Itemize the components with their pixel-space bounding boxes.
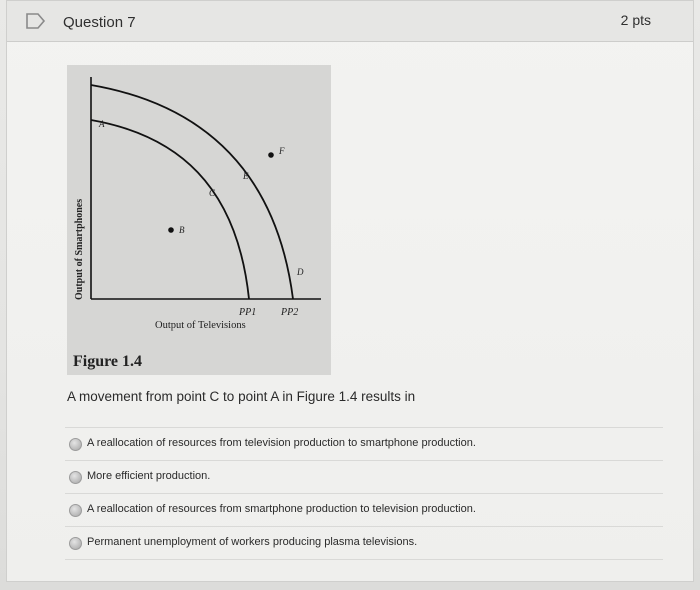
answer-option-1[interactable] — [65, 427, 663, 460]
point-f-label: F — [279, 146, 285, 156]
curve-label-pp1: PP1 — [239, 307, 257, 318]
ppf-figure — [67, 65, 331, 375]
answer-label: Permanent unemployment of workers producing plasma televisions. — [87, 536, 418, 548]
x-axis-label: Output of Televisions — [155, 320, 246, 331]
point-b-label: B — [179, 225, 185, 235]
radio-button[interactable] — [69, 537, 82, 550]
point-d-label: D — [297, 267, 304, 277]
answer-option-3[interactable] — [65, 493, 663, 526]
ppf-curve-pp2 — [91, 85, 293, 299]
question-title: Question 7 — [63, 14, 136, 31]
question-points: 2 pts — [620, 12, 651, 28]
point-c-label: C — [209, 188, 216, 198]
question-header — [7, 1, 693, 42]
answer-label: A reallocation of resources from television production to smartphone production. — [87, 437, 476, 449]
radio-button[interactable] — [69, 504, 82, 517]
question-card — [6, 0, 694, 582]
ppf-chart — [67, 65, 331, 375]
answer-label: A reallocation of resources from smartphone production to television production. — [87, 503, 476, 515]
answer-list — [65, 427, 663, 560]
point-f-marker — [268, 152, 274, 158]
figure-caption: Figure 1.4 — [73, 353, 143, 370]
ppf-curve-pp1 — [91, 120, 249, 299]
answer-option-2[interactable] — [65, 460, 663, 493]
radio-button[interactable] — [69, 438, 82, 451]
question-prompt: A movement from point C to point A in Figure 1.4 results in — [67, 389, 416, 404]
y-axis-label: Output of Smartphones — [74, 198, 85, 300]
radio-button[interactable] — [69, 471, 82, 484]
flag-question-icon[interactable] — [25, 12, 47, 30]
answer-option-4[interactable] — [65, 526, 663, 560]
point-b-marker — [168, 227, 174, 233]
curve-label-pp2: PP2 — [281, 307, 299, 318]
point-a-label: A — [99, 119, 105, 129]
point-e-label: E — [243, 171, 249, 181]
answer-label: More efficient production. — [87, 470, 211, 482]
